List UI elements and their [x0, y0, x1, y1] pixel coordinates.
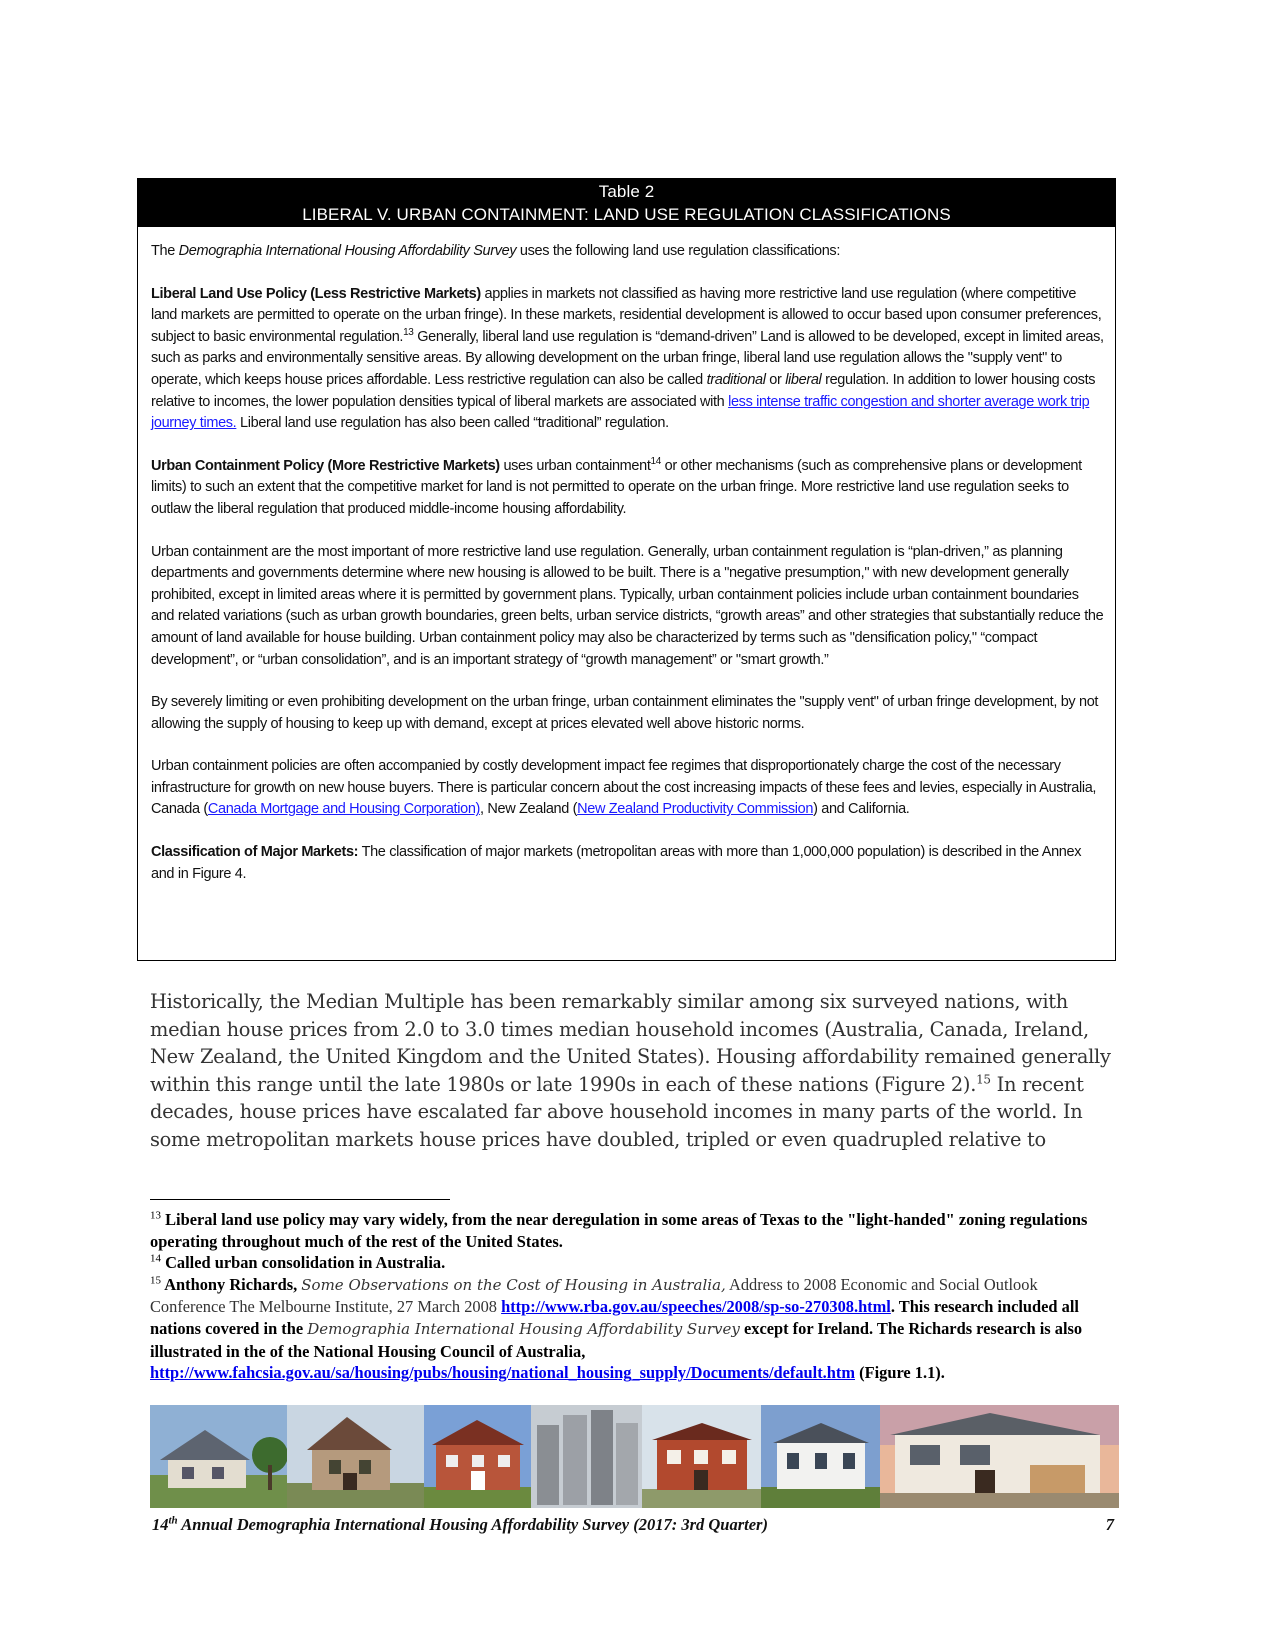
- page-footer: [152, 1515, 1114, 1535]
- table-intro: The Demographia International Housing Affordability Survey uses the following land use regulation classifications:: [151, 243, 841, 259]
- traffic-congestion-link[interactable]: less intense traffic congestion and shorter average work trip journey times.: [151, 393, 1090, 432]
- liberal-policy-paragraph: Liberal Land Use Policy (Less Restrictive Markets) applies in markets not classified as having more restrictive land use regulation (where competitive land markets are permitted to operate on the urban fringe). In these markets, residential development is allowed to occur based upon consumer preferences, subject to basic environmental regulation.$^{13}$ Generally, liberal land use regulation is “demand-driven” Land is allowed to be developed, except in limited areas, such as parks and environmentally sensitive areas. By allowing development on the urban fringe, liberal land use regulation allows the "supply vent" to operate, which keeps house prices affordable. Less restrictive regulation can also be called traditional or liberal regulation. In addition to lower housing costs relative to incomes, the lower population densities typical of liberal markets are associated with less intense traffic congestion and shorter average work trip journey times. Liberal land use regulation has also been called “traditional” regulation.: [151, 285, 1104, 432]
- rba-speech-link[interactable]: http://www.rba.gov.au/speeches/2008/sp-so-270308.html: [501, 1297, 891, 1317]
- table-header: [138, 179, 1115, 227]
- cmhc-link[interactable]: Canada Mortgage and Housing Corporation): [207, 801, 481, 818]
- fahcsia-link[interactable]: http://www.fahcsia.gov.au/sa/housing/pubs/housing/national_housing_supply/Documents/default.htm: [150, 1363, 856, 1383]
- table-2-box: [137, 178, 1116, 961]
- footer-title: 14th Annual Demographia International Housing Affordability Survey (2017: 3rd Quarter): [152, 1514, 768, 1534]
- house-photo-7: [880, 1405, 1119, 1508]
- table-title: LIBERAL V. URBAN CONTAINMENT: LAND USE REGULATION CLASSIFICATIONS: [302, 205, 951, 224]
- footnote-ref-15[interactable]: 15: [976, 1072, 991, 1087]
- footnote-ref-14[interactable]: 14: [650, 455, 661, 467]
- containment-importance-paragraph: Urban containment are the most important of more restrictive land use regulation. Generally, urban containment regulation is “plan-driven,” as planning departments and governments determine where new housing is allowed to be built. There is a "negative presumption," with new development generally prohibited, except in limited areas where it is permitted by government plans. Typically, urban containment policies include urban containment boundaries and related variations (such as urban growth boundaries, green belts, urban service districts, “growth areas” and other strategies that substantially reduce the amount of land available for house building. Urban containment policy may also be characterized by terms such as "densification policy," “compact development”, or “urban consolidation”, and is an important strategy of “growth management” or "smart growth.”: [151, 543, 1104, 668]
- house-photo-5: [642, 1405, 761, 1508]
- containment-policy-heading: Urban Containment Policy (More Restrictive Markets): [151, 457, 500, 474]
- housing-photo-strip: [150, 1405, 1119, 1508]
- supply-vent-paragraph: By severely limiting or even prohibiting development on the urban fringe, urban containment eliminates the "supply vent" of urban fringe development, by not allowing the supply of housing to keep up with demand, except at prices elevated well above historic norms.: [151, 694, 1099, 732]
- footnote-ref-13[interactable]: 13: [403, 326, 414, 338]
- classification-paragraph: Classification of Major Markets: The classification of major markets (metropolitan areas with more than 1,000,000 population) is described in the Annex and in Figure 4.: [151, 844, 1082, 882]
- classification-heading: Classification of Major Markets:: [151, 844, 359, 861]
- house-photo-6: [761, 1405, 880, 1508]
- liberal-policy-heading: Liberal Land Use Policy (Less Restrictive Markets): [151, 285, 481, 302]
- house-photo-1: [150, 1405, 287, 1508]
- house-photo-2: [287, 1405, 424, 1508]
- containment-policy-paragraph: Urban Containment Policy (More Restrictive Markets) uses urban containment$^{14}$ or other mechanisms (such as comprehensive plans or development limits) to such an extent that the competitive market for land is not permitted to operate on the urban fringe. More restrictive land use regulation seeks to outlaw the liberal regulation that produced middle-income housing affordability.: [151, 455, 1082, 517]
- house-photo-3: [424, 1405, 531, 1508]
- footnote-separator: [150, 1199, 450, 1200]
- footnotes: [150, 1209, 1095, 1384]
- footnote-13: $^{13}$ Liberal land use policy may vary widely, from the near deregulation in some areas of Texas to the "light-handed" zoning regulations operating throughout much of the rest of the United States.: [150, 1209, 1088, 1251]
- nz-productivity-commission-link[interactable]: New Zealand Productivity Commission: [577, 801, 814, 818]
- page-number: 7: [1105, 1515, 1114, 1534]
- table-number: Table 2: [598, 182, 655, 201]
- table-body: [138, 227, 1115, 885]
- footnote-14: $^{14}$ Called urban consolidation in Australia.: [150, 1252, 446, 1273]
- footnote-15: $^{15}$ Anthony Richards, Some Observations on the Cost of Housing in Australia, Address to 2008 Economic and Social Outlook Conference The Melbourne Institute, 27 March 2008 http://www.rba.gov.au/speeches/2008/sp-so-270308.html. This research included all nations covered in the Demographia International Housing Affordability Survey except for Ireland. The Richards research is also illustrated in the of the National Housing Council of Australia, http://www.fahcsia.gov.au/sa/housing/pubs/housing/national_housing_supply/Documents/default.htm (Figure 1.1).: [150, 1274, 1083, 1383]
- impact-fees-paragraph: Urban containment policies are often accompanied by costly development impact fee regimes that disproportionately charge the cost of the necessary infrastructure for growth on new house buyers. There is particular concern about the cost increasing impacts of these fees and levies, especially in Australia, Canada (Canada Mortgage and Housing Corporation), New Zealand (New Zealand Productivity Commission) and California.: [151, 758, 1097, 818]
- tower-photo: [531, 1405, 642, 1508]
- body-paragraph: Historically, the Median Multiple has been remarkably similar among six surveyed nations, with median house prices from 2.0 to 3.0 times median household incomes (Australia, Canada, Ireland, New Zealand, the United Kingdom and the United States). Housing affordability remained generally within this range until the late 1980s or late 1990s in each of these nations (Figure 2).$^{15}$ In recent decades, house prices have escalated far above household incomes in many parts of the world. In some metropolitan markets house prices have doubled, tripled or even quadrupled relative to: [150, 990, 1111, 1151]
